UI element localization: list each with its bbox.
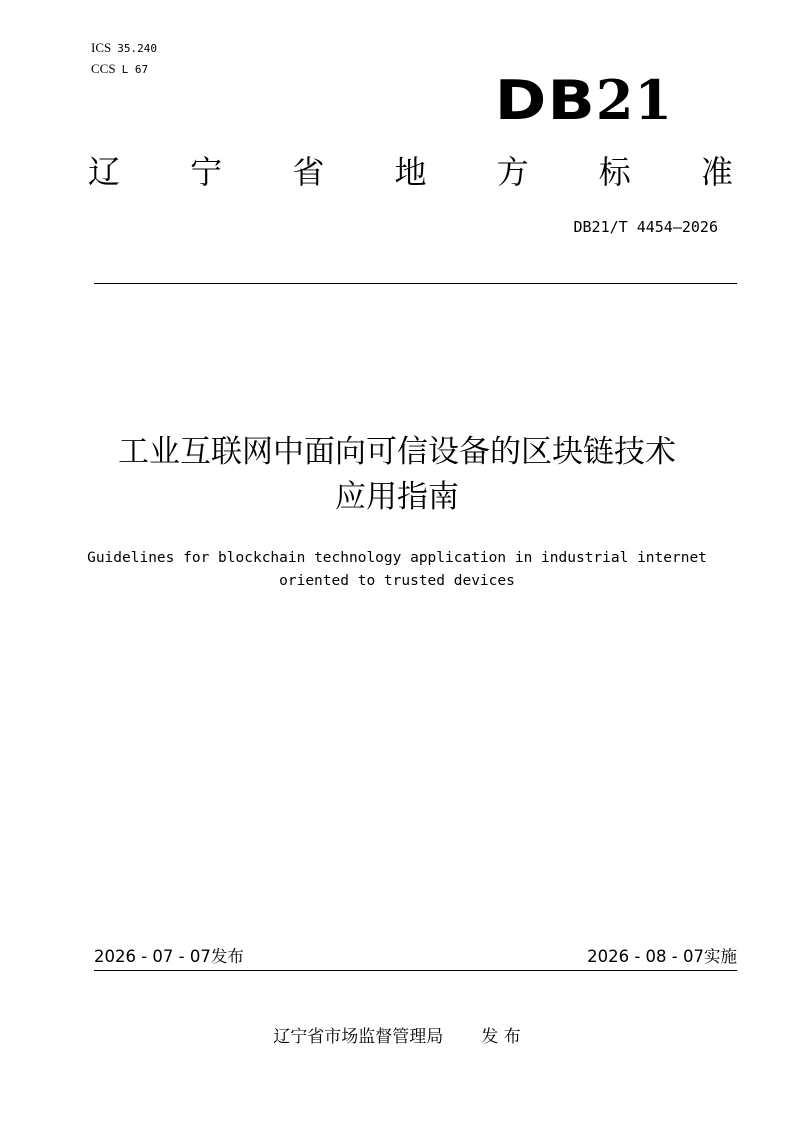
bottom-divider bbox=[94, 970, 737, 971]
standard-type-char: 地 bbox=[394, 153, 427, 191]
logo-number: 21 bbox=[595, 68, 673, 132]
publish-label: 发布 bbox=[210, 947, 244, 966]
issuer-action: 发 布 bbox=[481, 1027, 521, 1047]
implement-date-block bbox=[587, 946, 737, 968]
standard-type-char: 标 bbox=[598, 153, 631, 191]
ics-label: ICS bbox=[91, 40, 112, 55]
title-line-2: 应用指南 bbox=[335, 479, 459, 515]
publish-date: 2026 - 07 - 07 bbox=[94, 947, 211, 966]
logo-letters: DB bbox=[494, 69, 596, 132]
implement-label: 实施 bbox=[704, 947, 737, 966]
standard-type-heading bbox=[88, 148, 733, 196]
issuer-line bbox=[0, 1025, 794, 1049]
ccs-line bbox=[91, 59, 157, 80]
ics-code: 35.240 bbox=[117, 42, 157, 55]
classification-codes bbox=[91, 38, 157, 80]
top-divider bbox=[94, 283, 737, 284]
standard-type-char: 准 bbox=[700, 153, 733, 191]
title-line-1: 工业互联网中面向可信设备的区块链技术 bbox=[118, 434, 676, 470]
implement-date: 2026 - 08 - 07 bbox=[587, 947, 704, 966]
standard-type-char: 辽 bbox=[88, 153, 121, 191]
issuer-name: 辽宁省市场监督管理局 bbox=[273, 1027, 444, 1047]
standard-type-char: 方 bbox=[496, 153, 529, 191]
db21-logo bbox=[494, 68, 673, 132]
standard-type-char: 省 bbox=[292, 153, 325, 191]
standard-number: DB21/T 4454—2026 bbox=[573, 218, 718, 236]
english-title bbox=[60, 547, 734, 593]
publish-date-block bbox=[94, 946, 244, 968]
standard-type-char: 宁 bbox=[190, 153, 223, 191]
ics-line bbox=[91, 38, 157, 59]
ccs-label: CCS bbox=[91, 61, 116, 76]
document-title bbox=[60, 430, 734, 520]
english-title-line-1: Guidelines for blockchain technology application in industrial internet bbox=[87, 550, 707, 566]
english-title-line-2: oriented to trusted devices bbox=[279, 573, 515, 589]
ccs-code: L 67 bbox=[121, 63, 149, 76]
